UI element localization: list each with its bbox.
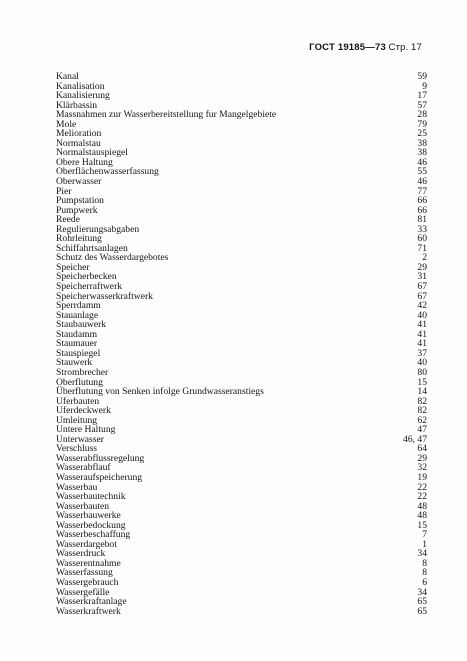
index-reference-number: 22 [417,481,427,493]
index-entry [56,349,427,359]
index-entry [56,167,427,177]
index-reference-number: 34 [417,586,427,598]
index-term: Oberflutung [56,376,103,388]
index-reference-number: 41 [417,319,427,331]
index-term: Melioration [56,128,102,140]
index-term: Sperrdamm [56,300,101,312]
index-reference-number: 17 [417,90,427,102]
index-term: Schiffahrtsanlagen [56,242,128,254]
index-term: Wasserbedockung [56,519,126,531]
index-entry [56,110,427,120]
index-term: Strombrecher [56,366,109,378]
index-entry [56,397,427,407]
index-entry [56,578,427,588]
index-entry [56,607,427,617]
alphabetical-index [56,72,427,616]
index-entry [56,311,427,321]
index-reference-number: 66 [417,204,427,216]
index-term: Stauanlage [56,309,99,321]
index-term: Wasserabflauf [56,462,111,474]
index-term: Wasserabflussregelung [56,452,145,464]
index-reference-number: 32 [417,462,427,474]
index-reference-number: 40 [417,309,427,321]
index-reference-number: 38 [417,137,427,149]
index-entry [56,320,427,330]
index-reference-number: 55 [417,166,427,178]
index-reference-number: 40 [417,357,427,369]
index-reference-number: 1 [422,538,427,550]
index-reference-number: 15 [417,519,427,531]
index-entry [56,91,427,101]
index-reference-number: 22 [417,491,427,503]
index-term: Wassergebrauch [56,576,119,588]
index-entry [56,387,427,397]
index-term: Wasserbauten [56,500,110,512]
index-entry [56,206,427,216]
index-term: Überflutung von Senken infolge Grundwasseranstiegs [56,386,264,398]
index-term: Wasserbau [56,481,98,493]
index-entry [56,454,427,464]
index-term: Wasserdruck [56,548,106,560]
index-term: Umleitung [56,414,98,426]
index-term: Stauwerk [56,357,93,369]
index-reference-number: 29 [417,452,427,464]
index-term: Speicherbecken [56,271,117,283]
index-reference-number: 8 [422,567,427,579]
index-reference-number: 62 [417,414,427,426]
index-reference-number: 41 [417,328,427,340]
index-term: Staudamm [56,328,98,340]
index-term: Wasserkraftanlage [56,596,127,608]
index-term: Staubauwerk [56,319,107,331]
index-reference-number: 82 [417,405,427,417]
index-entry [56,225,427,235]
index-reference-number: 48 [417,510,427,522]
index-term: Uferbauten [56,395,100,407]
index-entry [56,120,427,130]
index-entry [56,129,427,139]
index-reference-number: 77 [417,185,427,197]
index-term: Pier [56,185,72,197]
index-term: Wasserbeschaffung [56,529,131,541]
index-entry [56,540,427,550]
index-reference-number: 59 [417,71,427,82]
index-entry [56,82,427,92]
index-term: Speicher [56,261,90,273]
index-reference-number: 25 [417,128,427,140]
index-reference-number: 38 [417,147,427,159]
index-reference-number: 9 [422,80,427,92]
index-reference-number: 65 [417,596,427,608]
index-reference-number: 71 [417,242,427,254]
index-reference-number: 66 [417,195,427,207]
index-term: Obere Haltung [56,156,113,168]
index-reference-number: 80 [417,366,427,378]
index-reference-number: 7 [422,529,427,541]
index-entry [56,435,427,445]
index-term: Mole [56,118,77,130]
index-reference-number: 28 [417,109,427,121]
index-entry [56,253,427,263]
index-term: Kanalisierung [56,90,110,102]
index-term: Reede [56,214,80,226]
index-reference-number: 33 [417,223,427,235]
index-entry [56,177,427,187]
index-term: Wasserfassung [56,567,113,579]
index-reference-number: 46, 47 [403,433,427,445]
index-reference-number: 67 [417,290,427,302]
index-reference-number: 57 [417,99,427,111]
index-term: Unterwasser [56,433,104,445]
index-reference-number: 67 [417,281,427,293]
index-reference-number: 14 [417,386,427,398]
index-term: Klärbassin [56,99,98,111]
index-term: Speicherwasserkraftwerk [56,290,153,302]
index-term: Wasserkraftwerk [56,605,121,617]
page-label: Стр. [388,42,409,53]
index-entry [56,339,427,349]
index-term: Untere Haltung [56,424,116,436]
index-reference-number: 15 [417,376,427,388]
index-term: Normalstau [56,137,101,149]
page-number: 17 [411,42,422,53]
index-term: Staumauer [56,338,98,350]
index-reference-number: 64 [417,443,427,455]
index-entry [56,196,427,206]
index-term: Wasserdargebot [56,538,117,550]
index-entry [56,187,427,197]
index-term: Uferdeckwerk [56,405,111,417]
page-header [309,42,422,53]
index-entry [56,492,427,502]
index-term: Schutz des Wasserdargebotes [56,252,169,264]
index-reference-number: 79 [417,118,427,130]
index-entry [56,292,427,302]
index-reference-number: 46 [417,176,427,188]
index-term: Oberwasser [56,176,102,188]
index-term: Stauspiegel [56,347,101,359]
index-term: Pumpwerk [56,204,98,216]
index-entry [56,473,427,483]
index-reference-number: 34 [417,548,427,560]
index-term: Rohrleitung [56,233,102,245]
index-term: Verschluss [56,443,98,455]
index-reference-number: 37 [417,347,427,359]
index-entry [56,368,427,378]
index-term: Kanal [56,71,79,82]
index-term: Speicherraftwerk [56,281,123,293]
index-reference-number: 82 [417,395,427,407]
index-term: Kanalisation [56,80,105,92]
index-term: Normalstauspiegel [56,147,128,159]
index-entry [56,406,427,416]
index-term: Massnahmen zur Wasserbereitstellung fur Mangelgebiete [56,109,277,121]
index-reference-number: 29 [417,261,427,273]
index-reference-number: 8 [422,557,427,569]
index-term: Wasserbautechnik [56,491,126,503]
index-term: Wasseraufspeicherung [56,471,143,483]
index-term: Wasserentnahme [56,557,121,569]
index-reference-number: 2 [422,252,427,264]
index-entry [56,358,427,368]
index-term: Regulierungsabgaben [56,223,140,235]
index-reference-number: 31 [417,271,427,283]
index-entry [56,330,427,340]
index-reference-number: 65 [417,605,427,617]
index-reference-number: 60 [417,233,427,245]
index-term: Oberflächenwasserfassung [56,166,159,178]
index-reference-number: 48 [417,500,427,512]
index-reference-number: 46 [417,156,427,168]
index-term: Wassergefälle [56,586,110,598]
index-entry [56,425,427,435]
index-term: Pumpstation [56,195,104,207]
index-term: Wasserbauwerke [56,510,121,522]
index-entry [56,301,427,311]
index-reference-number: 47 [417,424,427,436]
index-entry [56,72,427,82]
index-reference-number: 42 [417,300,427,312]
index-reference-number: 81 [417,214,427,226]
index-reference-number: 19 [417,471,427,483]
standard-designation: ГОСТ 19185—73 [309,42,386,53]
index-reference-number: 41 [417,338,427,350]
index-reference-number: 6 [422,576,427,588]
